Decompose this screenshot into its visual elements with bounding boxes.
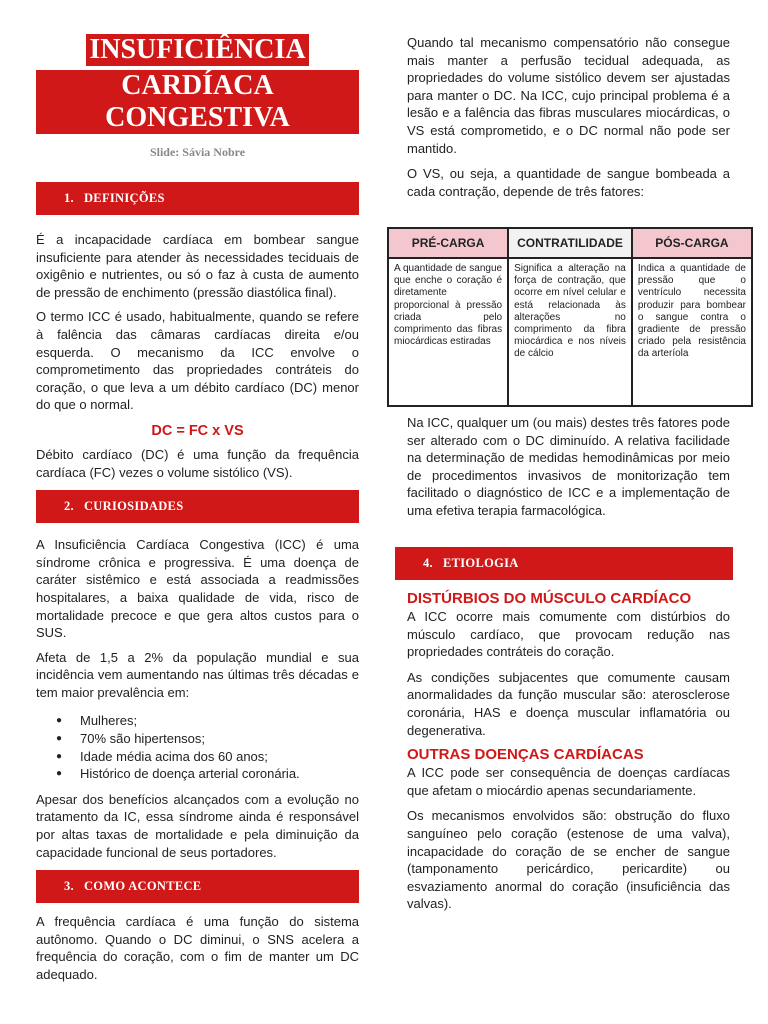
paragraph: A Insuficiência Cardíaca Congestiva (ICC) é uma síndrome crônica e progressiva. É uma doença de caráter sistêmico e está associada a readmissões hospitalares, a baixa qualidade de vida, risco de mortalidade precoce e que gera altos custos para o SUS. xyxy=(36,537,359,641)
section-header-curiosidades xyxy=(36,490,359,523)
section-number: 2. xyxy=(64,499,74,514)
paragraph: Débito cardíaco (DC) é uma função da frequência cardíaca (FC) vezes o volume sistólico (VS). xyxy=(36,446,359,480)
subheading: DISTÚRBIOS DO MÚSCULO CARDÍACO xyxy=(407,590,692,607)
table-header-row xyxy=(388,228,752,258)
table-row xyxy=(388,258,752,406)
paragraph: A ICC pode ser consequência de doenças cardíacas que afetam o miocárdio apenas secundariamente. xyxy=(407,765,730,798)
section-number: 4. xyxy=(423,556,433,570)
table-cell: Significa a alteração na força de contração, que ocorre em nível celular e está relacionada às alterações no comprimento da fibra miocárdica e nos níveis de cálcio xyxy=(508,258,632,406)
list-item: ● 70% são hipertensos; xyxy=(36,730,359,748)
section-title: DEFINIÇÕES xyxy=(83,191,165,205)
list-item: ● Mulheres; xyxy=(36,712,359,730)
section-number: 1. xyxy=(64,191,74,205)
paragraph: A frequência cardíaca é uma função do sistema autônomo. Quando o DC diminui, o SNS acelera a frequência do coração, com o fim de manter um DC adequado. xyxy=(36,914,359,982)
paragraph: As condições subjacentes que comumente causam anormalidades da função muscular são: aterosclerose coronária, HAS e doença muscular inflamatória ou degenerativa. xyxy=(407,669,730,738)
title-line-2: CARDÍACA CONGESTIVA xyxy=(36,70,359,134)
table-cell: Indica a quantidade de pressão que o ventrículo necessita produzir para bombear o sangue contra o gradiente de pressão criado pela resistência da arteríola xyxy=(632,258,752,406)
prevalence-list xyxy=(36,712,359,782)
right-column-bottom xyxy=(407,414,730,520)
paragraph: A ICC ocorre mais comumente com distúrbios do músculo cardíaco, que provocam redução nas propriedades contráteis do coração. xyxy=(407,609,730,660)
section-header-etiologia xyxy=(395,547,733,580)
section-number: 3. xyxy=(64,879,74,894)
formula: DC = FC x VS xyxy=(151,422,244,439)
section-title: COMO ACONTECE xyxy=(83,879,202,894)
section-title: CURIOSIDADES xyxy=(83,499,184,514)
table-header: PÓS-CARGA xyxy=(632,228,752,258)
table-header: PRÉ-CARGA xyxy=(388,228,508,258)
table-header: CONTRATILIDADE xyxy=(508,228,632,258)
section-title: ETIOLOGIA xyxy=(442,556,519,570)
factors-table xyxy=(387,227,753,407)
section-header-definicoes xyxy=(36,182,359,215)
paragraph: Apesar dos benefícios alcançados com a evolução no tratamento da IC, essa síndrome ainda é responsável por altas taxas de mortalidade e pela diminuição da capacidade funcional de seus portadores. xyxy=(36,791,359,860)
paragraph: Afeta de 1,5 a 2% da população mundial e sua incidência vem aumentando nas últimas três décadas e tem maior prevalência em: xyxy=(36,649,359,700)
list-item: ● Histórico de doença arterial coronária. xyxy=(36,765,359,783)
page-title xyxy=(36,34,359,134)
paragraph: Quando tal mecanismo compensatório não consegue mais manter a perfusão tecidual adequada, as propriedades do volume sistólico devem ser ajustadas para manter o DC. Na ICC, cujo principal problema é a lesão e a falência das fibras musculares miocárdicas, o VS está comprometido, e o DC normal não pode ser mantido. xyxy=(407,35,730,156)
etiologia-content xyxy=(407,590,730,913)
subheading: OUTRAS DOENÇAS CARDÍACAS xyxy=(407,746,644,764)
title-line-1: INSUFICIÊNCIA xyxy=(86,34,308,66)
list-item: ● Idade média acima dos 60 anos; xyxy=(36,748,359,766)
paragraph: O termo ICC é usado, habitualmente, quando se refere à falência das câmaras cardíacas direita e/ou esquerda. O mecanismo da ICC envolve o comprometimento das propriedades contráteis do coração, o que leva a um débito cardíaco (DC) menor do que o normal. xyxy=(36,309,359,413)
left-column xyxy=(36,0,359,984)
table-cell: A quantidade de sangue que enche o coração é diretamente proporcional à pressão criada pelo comprimento das fibras miocárdicas estiradas xyxy=(388,258,508,406)
subtitle: Slide: Sávia Nobre xyxy=(149,145,246,159)
paragraph: É a incapacidade cardíaca em bombear sangue insuficiente para atender às necessidades teciduais de oxigênio e nutrientes, ou só o faz à custa de aumento de pressão de enchimento (pressão diastólica final). xyxy=(36,232,359,300)
right-column-top xyxy=(407,34,730,200)
paragraph: Os mecanismos envolvidos são: obstrução do fluxo sanguíneo pelo coração (estenose de uma valva), incapacidade do coração de se encher de sangue (tamponamento pericárdico, pericardite) ou esvaziamento anormal do coração (insuficiência das valvas). xyxy=(407,808,730,912)
paragraph: O VS, ou seja, a quantidade de sangue bombeada a cada contração, depende de três fatores: xyxy=(407,166,730,199)
paragraph: Na ICC, qualquer um (ou mais) destes três fatores pode ser alterado com o DC diminuído. A relativa facilidade na determinação de medidas hemodinâmicas por meio de procedimentos invasivos de monitorização tem facilitado o diagnóstico de ICC e a implementação de uma efetiva terapia farmacológica. xyxy=(407,415,730,518)
etiologia-bar-wrap xyxy=(395,547,733,580)
section-header-como-acontece xyxy=(36,870,359,903)
